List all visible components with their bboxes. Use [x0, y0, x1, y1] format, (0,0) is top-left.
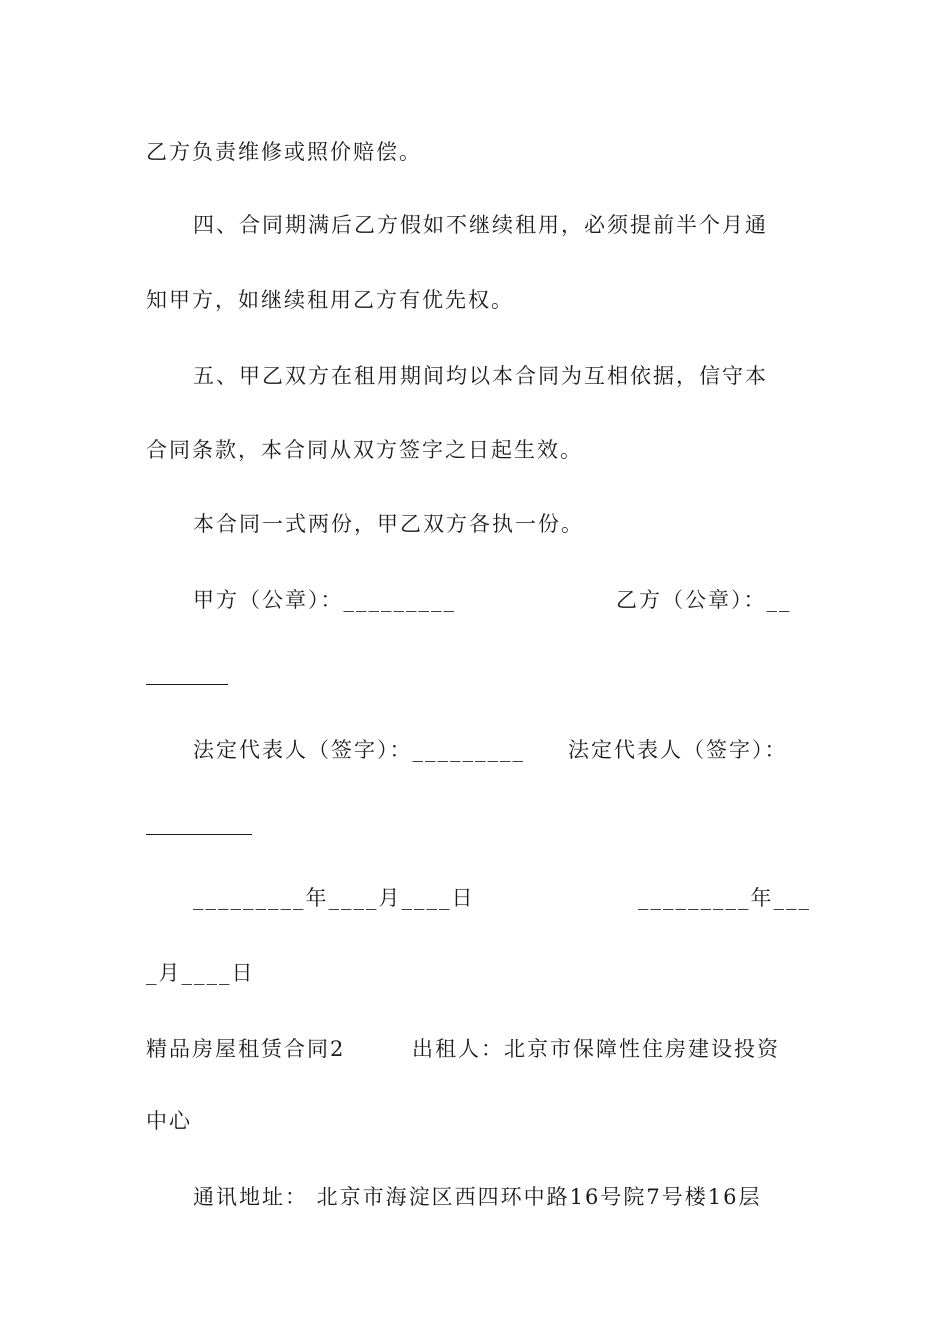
signature-blank-line — [146, 834, 252, 835]
mailing-address: 通讯地址： 北京市海淀区西四环中路16号院7号楼16层 — [193, 1185, 762, 1209]
clause-four-line-1: 四、合同期满后乙方假如不继续租用，必须提前半个月通 — [193, 213, 768, 237]
party-b-date-continued: _月____日 — [146, 961, 255, 985]
lessor-line-2: 中心 — [146, 1109, 192, 1133]
clause-five-line-2: 合同条款，本合同从双方签字之日起生效。 — [146, 438, 583, 462]
signature-blank-line — [146, 684, 228, 685]
party-a-date: _________年____月____日 — [193, 886, 475, 910]
contract-title: 精品房屋租赁合同2 — [146, 1037, 346, 1061]
party-b-date: _________年___ — [638, 886, 811, 910]
party-b-representative-label: 法定代表人（签字）： — [568, 738, 788, 762]
lessor-line-1: 出租人：北京市保障性住房建设投资 — [412, 1037, 780, 1061]
text-line: 乙方负责维修或照价赔偿。 — [146, 140, 422, 164]
clause-five-line-1: 五、甲乙双方在租用期间均以本合同为互相依据，信守本 — [193, 364, 768, 388]
clause-four-line-2: 知甲方，如继续租用乙方有优先权。 — [146, 288, 514, 312]
party-a-representative-label: 法定代表人（签字）：_________ — [193, 738, 525, 762]
copies-statement: 本合同一式两份，甲乙双方各执一份。 — [193, 512, 584, 536]
party-a-seal-label: 甲方（公章）：_________ — [193, 588, 456, 612]
party-b-seal-label: 乙方（公章）：__ — [616, 588, 792, 612]
